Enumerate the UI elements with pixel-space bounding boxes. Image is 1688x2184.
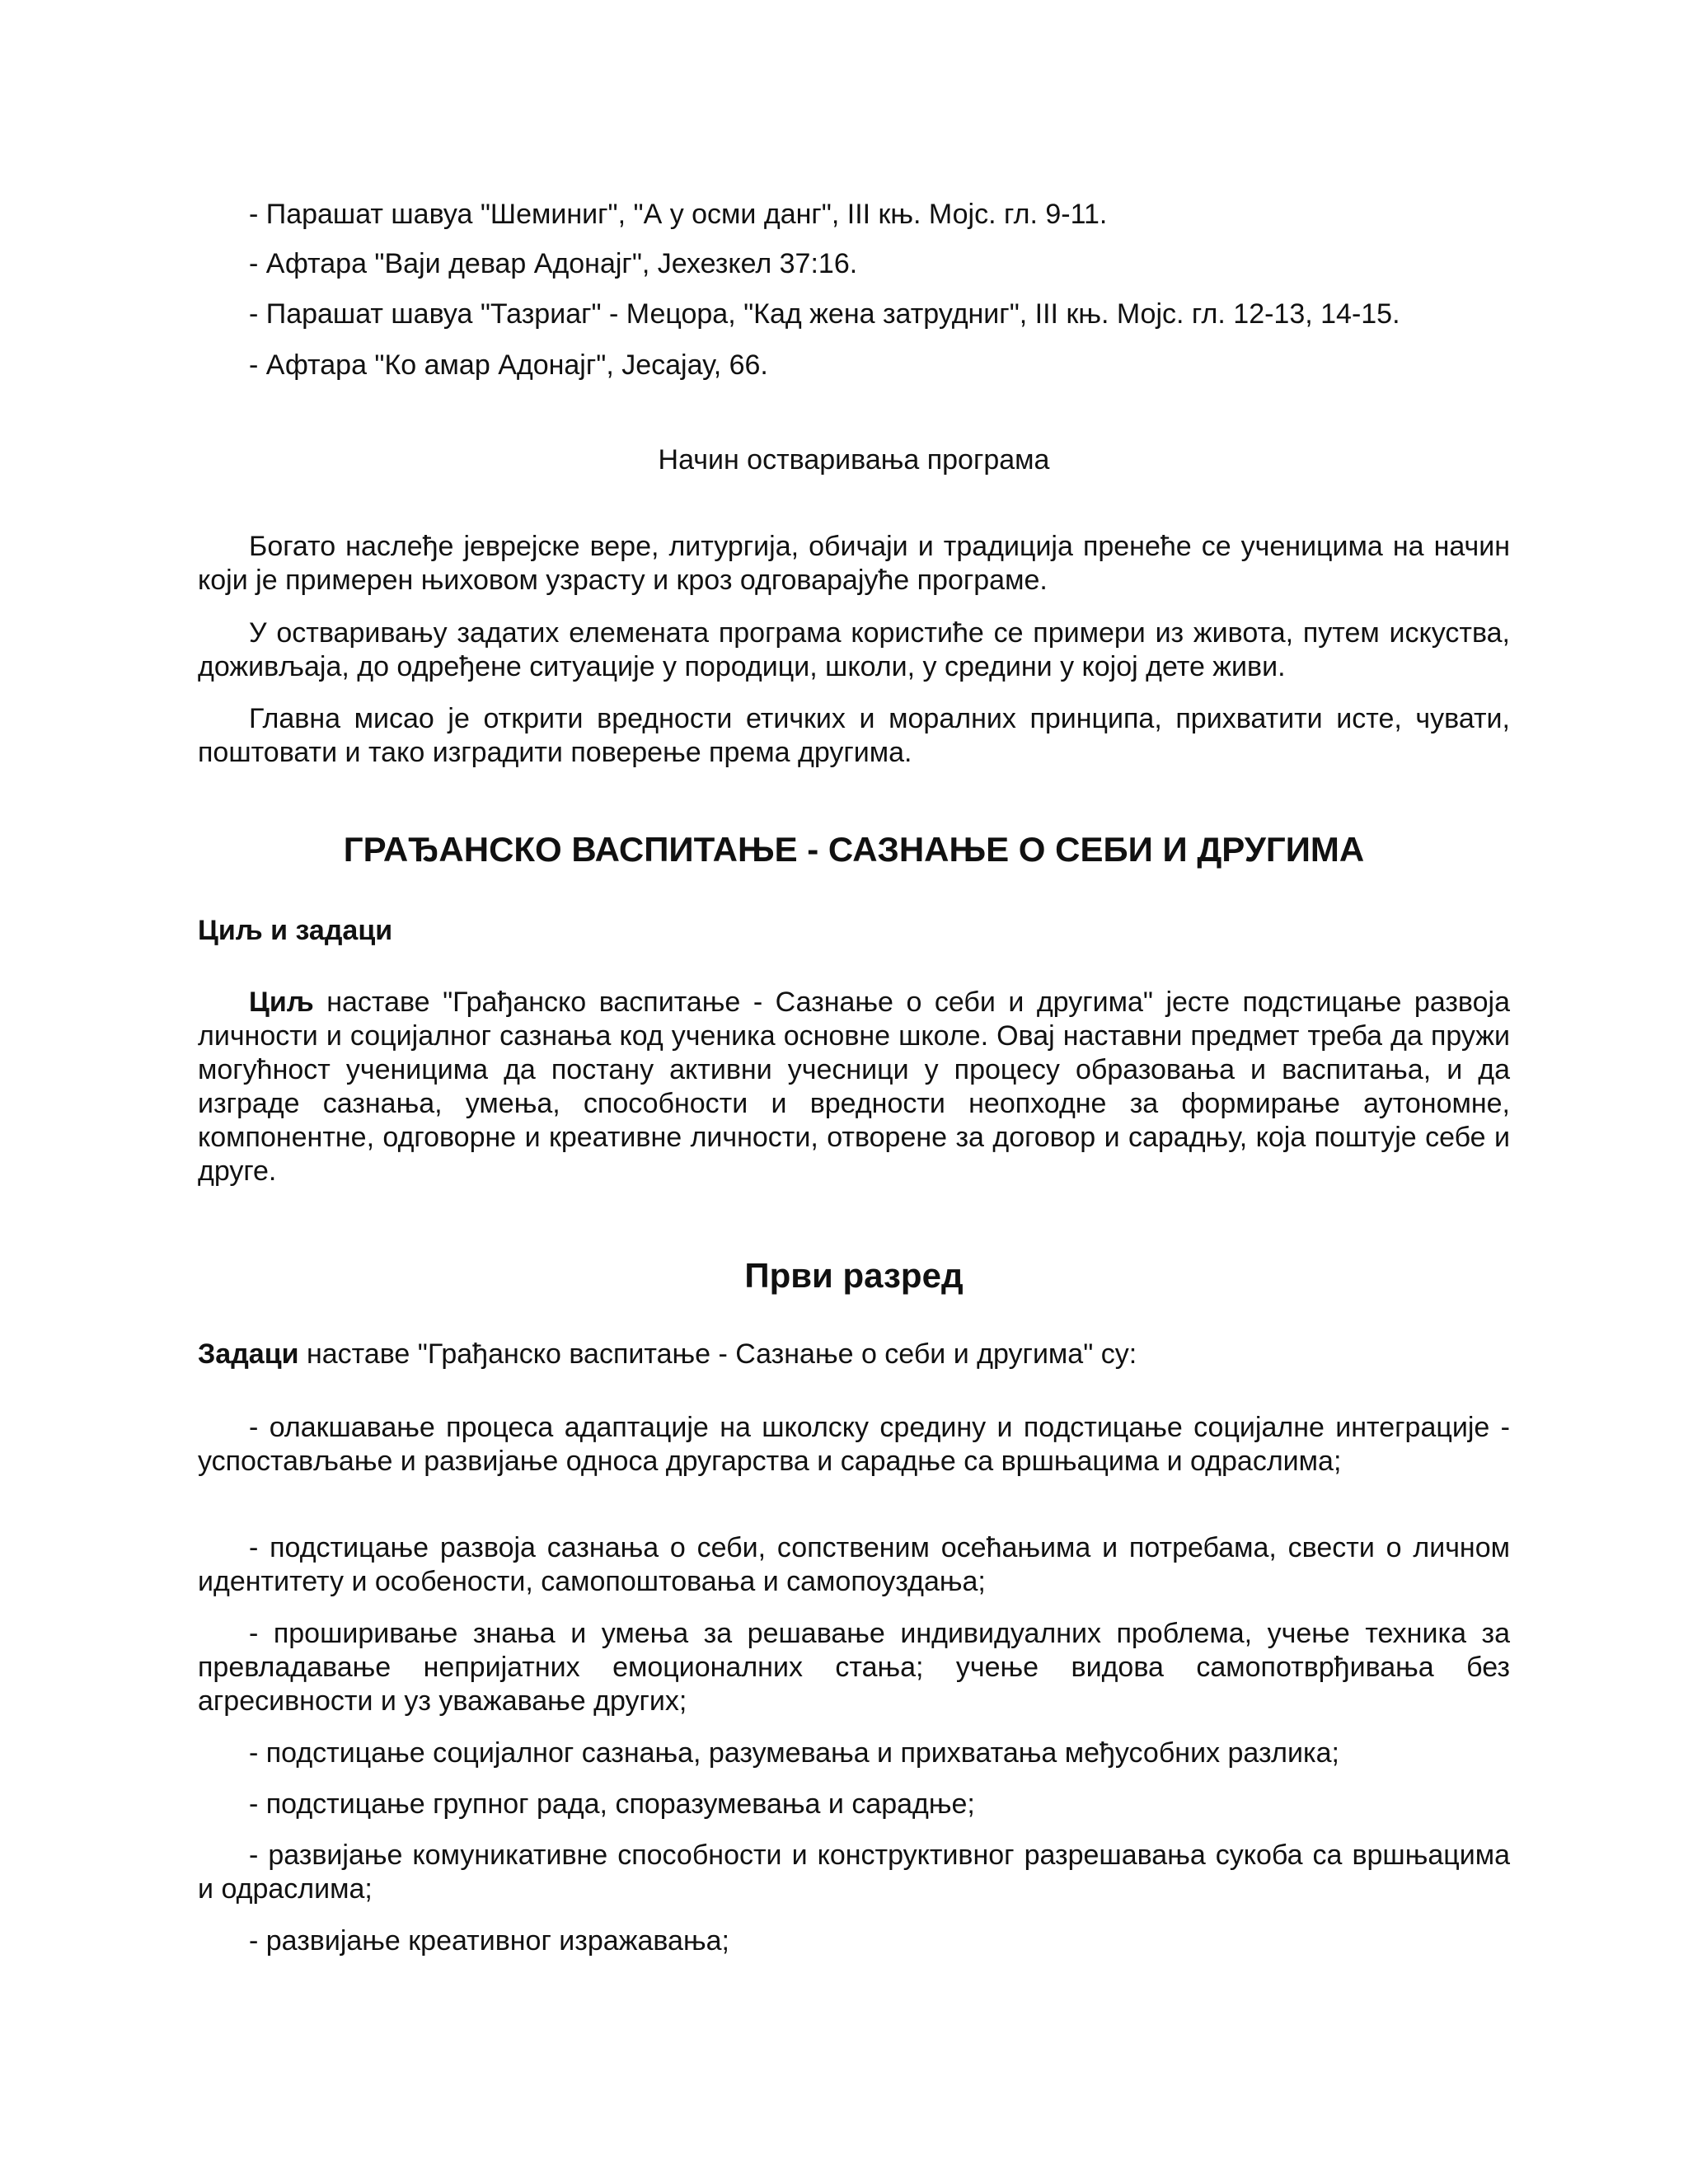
- goal-lead: Циљ: [249, 987, 314, 1018]
- reading-line: - Афтара "Ко амар Адонајг", Јесајау, 66.: [249, 349, 768, 381]
- task-item: - подстицање социјалног сазнања, разумевања и прихватања међусобних разлика;: [249, 1737, 1339, 1769]
- reading-line: - Афтара "Ваји девар Адонајг", Јехезкел 37:16.: [249, 248, 858, 279]
- tasks-lead: Задаци: [198, 1338, 299, 1370]
- task-item: - развијање комуникативне способности и конструктивног разрешавања сукоба са вршњацима и одраслима;: [198, 1840, 1510, 1905]
- tasks-intro: [198, 1338, 1510, 1371]
- task-item: - подстицање развоја сазнања о себи, сопственим осећањима и потребама, свести о личном идентитету и особености, самопоштовања и самопоуздања;: [198, 1532, 1510, 1597]
- task-item: - подстицање групног рада, споразумевања и сарадње;: [249, 1788, 975, 1820]
- grade-title: Први разред: [744, 1256, 964, 1295]
- task-item: - олакшавање процеса адаптације на школску средину и подстицање социјалне интеграције - успостављање и развијање односа другарства и сарадње са вршњацима и одраслима;: [198, 1412, 1510, 1477]
- goal-paragraph: [198, 986, 1510, 1188]
- goal-text: наставе "Грађанско васпитање - Сазнање о себи и другима" јесте подстицање развоја личности и социјалног сазнања код ученика основне школе. Овај наставни предмет треба да пружи могућност ученицима да постану активни учесници у процесу образовања и васпитања, и да изграде сазнања, умења, способности и вредности неопходне за формирање аутономне, компонентне, одговорне и креативне личности, отворене за договор и сарадњу, која поштује себе и друге.: [198, 987, 1510, 1187]
- task-item: - проширивање знања и умења за решавање индивидуалних проблема, учење техника за превладавање непријатних емоционалних стања; учење видова самопотврђивања без агресивности и уз уважавање других;: [198, 1618, 1510, 1717]
- reading-line: - Парашат шавуа "Тазриаг" - Мецора, "Кад жена затрудниг", III књ. Мојс. гл. 12-13, 14-15.: [249, 298, 1400, 330]
- goals-label: Циљ и задаци: [198, 915, 393, 946]
- tasks-intro-text: наставе "Грађанско васпитање - Сазнање о себи и другима" су:: [298, 1338, 1137, 1370]
- task-item: - развијање креативног изражавања;: [249, 1925, 729, 1957]
- method-paragraph: Главна мисао је открити вредности етичких и моралних принципа, прихватити исте, чувати, поштовати и тако изградити поверење према другима.: [198, 703, 1510, 768]
- document-page: [198, 0, 1510, 2184]
- civic-section-title: ГРАЂАНСКО ВАСПИТАЊЕ - САЗНАЊЕ О СЕБИ И ДРУГИМА: [343, 830, 1365, 869]
- method-section-title: Начин остваривања програма: [658, 444, 1050, 476]
- method-paragraph: У остваривању задатих елемената програма користиће се примери из живота, путем искуства, доживљаја, до одређене ситуације у породици, школи, у средини у којој дете живи.: [198, 617, 1510, 682]
- method-paragraph: Богато наслеђе јеврејске вере, литургија, обичаји и традиција пренеће се ученицима на начин који је примерен њиховом узрасту и кроз одговарајуће програме.: [198, 531, 1510, 596]
- reading-line: - Парашат шавуа "Шеминиг", "А у осми данг", III књ. Мојс. гл. 9-11.: [249, 199, 1108, 230]
